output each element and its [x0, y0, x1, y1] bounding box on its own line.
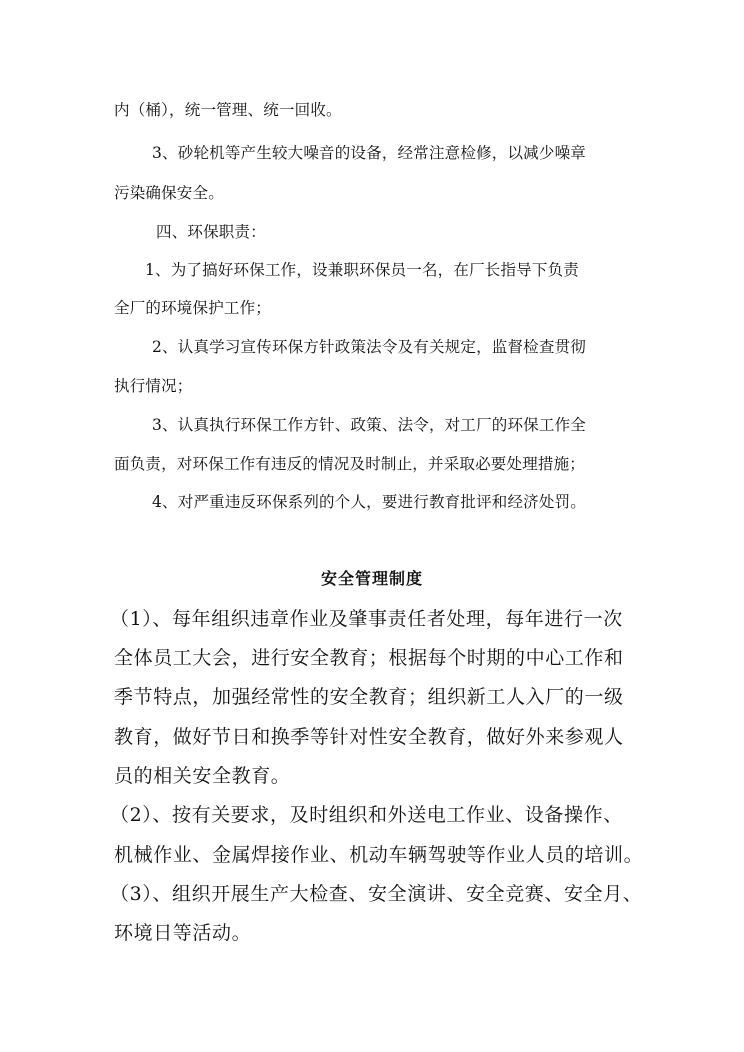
- env-line-5: 1、为了搞好环保工作，设兼职环保员一名，在厂长指导下负责: [145, 261, 579, 279]
- env-line-11: 4、对严重违反环保系列的个人，要进行教育批评和经济处罚。: [152, 493, 586, 511]
- env-line-10: 面负责，对环保工作有违反的情况及时制止，并采取必要处理措施；: [114, 455, 586, 473]
- safety-line-5: 员的相关安全教育。: [114, 765, 291, 787]
- safety-title: 安全管理制度: [320, 569, 423, 588]
- env-heading-duties: 四、环保职责：: [156, 223, 266, 241]
- safety-line-6: （2）、按有关要求，及时组织和外送电工作业、设备操作、: [110, 804, 623, 826]
- safety-line-8: （3）、组织开展生产大检查、安全演讲、安全竞赛、安全月、: [110, 883, 643, 905]
- env-line-1: 内（桶），统一管理、统一回收。: [114, 101, 342, 119]
- safety-line-4: 教育，做好节日和换季等针对性安全教育，做好外来参观人: [114, 726, 624, 748]
- env-line-2: 3、砂轮机等产生较大噪音的设备，经常注意检修，以减少噪章: [152, 144, 586, 162]
- safety-line-3: 季节特点，加强经常性的安全教育；组织新工人入厂的一级: [114, 686, 624, 708]
- safety-line-9: 环境日等活动。: [114, 922, 252, 944]
- safety-line-2: 全体员工大会，进行安全教育；根据每个时期的中心工作和: [114, 647, 624, 669]
- safety-line-7: 机械作业、金属焊接作业、机动车辆驾驶等作业人员的培训。: [114, 844, 644, 866]
- env-line-7: 2、认真学习宣传环保方针政策法令及有关规定，监督检查贯彻: [152, 338, 586, 356]
- env-line-9: 3、认真执行环保工作方针、政策、法令，对工厂的环保工作全: [152, 416, 586, 434]
- env-line-8: 执行情况；: [114, 377, 193, 395]
- env-line-6: 全厂的环境保护工作；: [114, 299, 272, 317]
- safety-line-1: （1）、每年组织违章作业及肇事责任者处理，每年进行一次: [110, 608, 623, 630]
- env-line-3: 污染确保安全。: [114, 184, 224, 202]
